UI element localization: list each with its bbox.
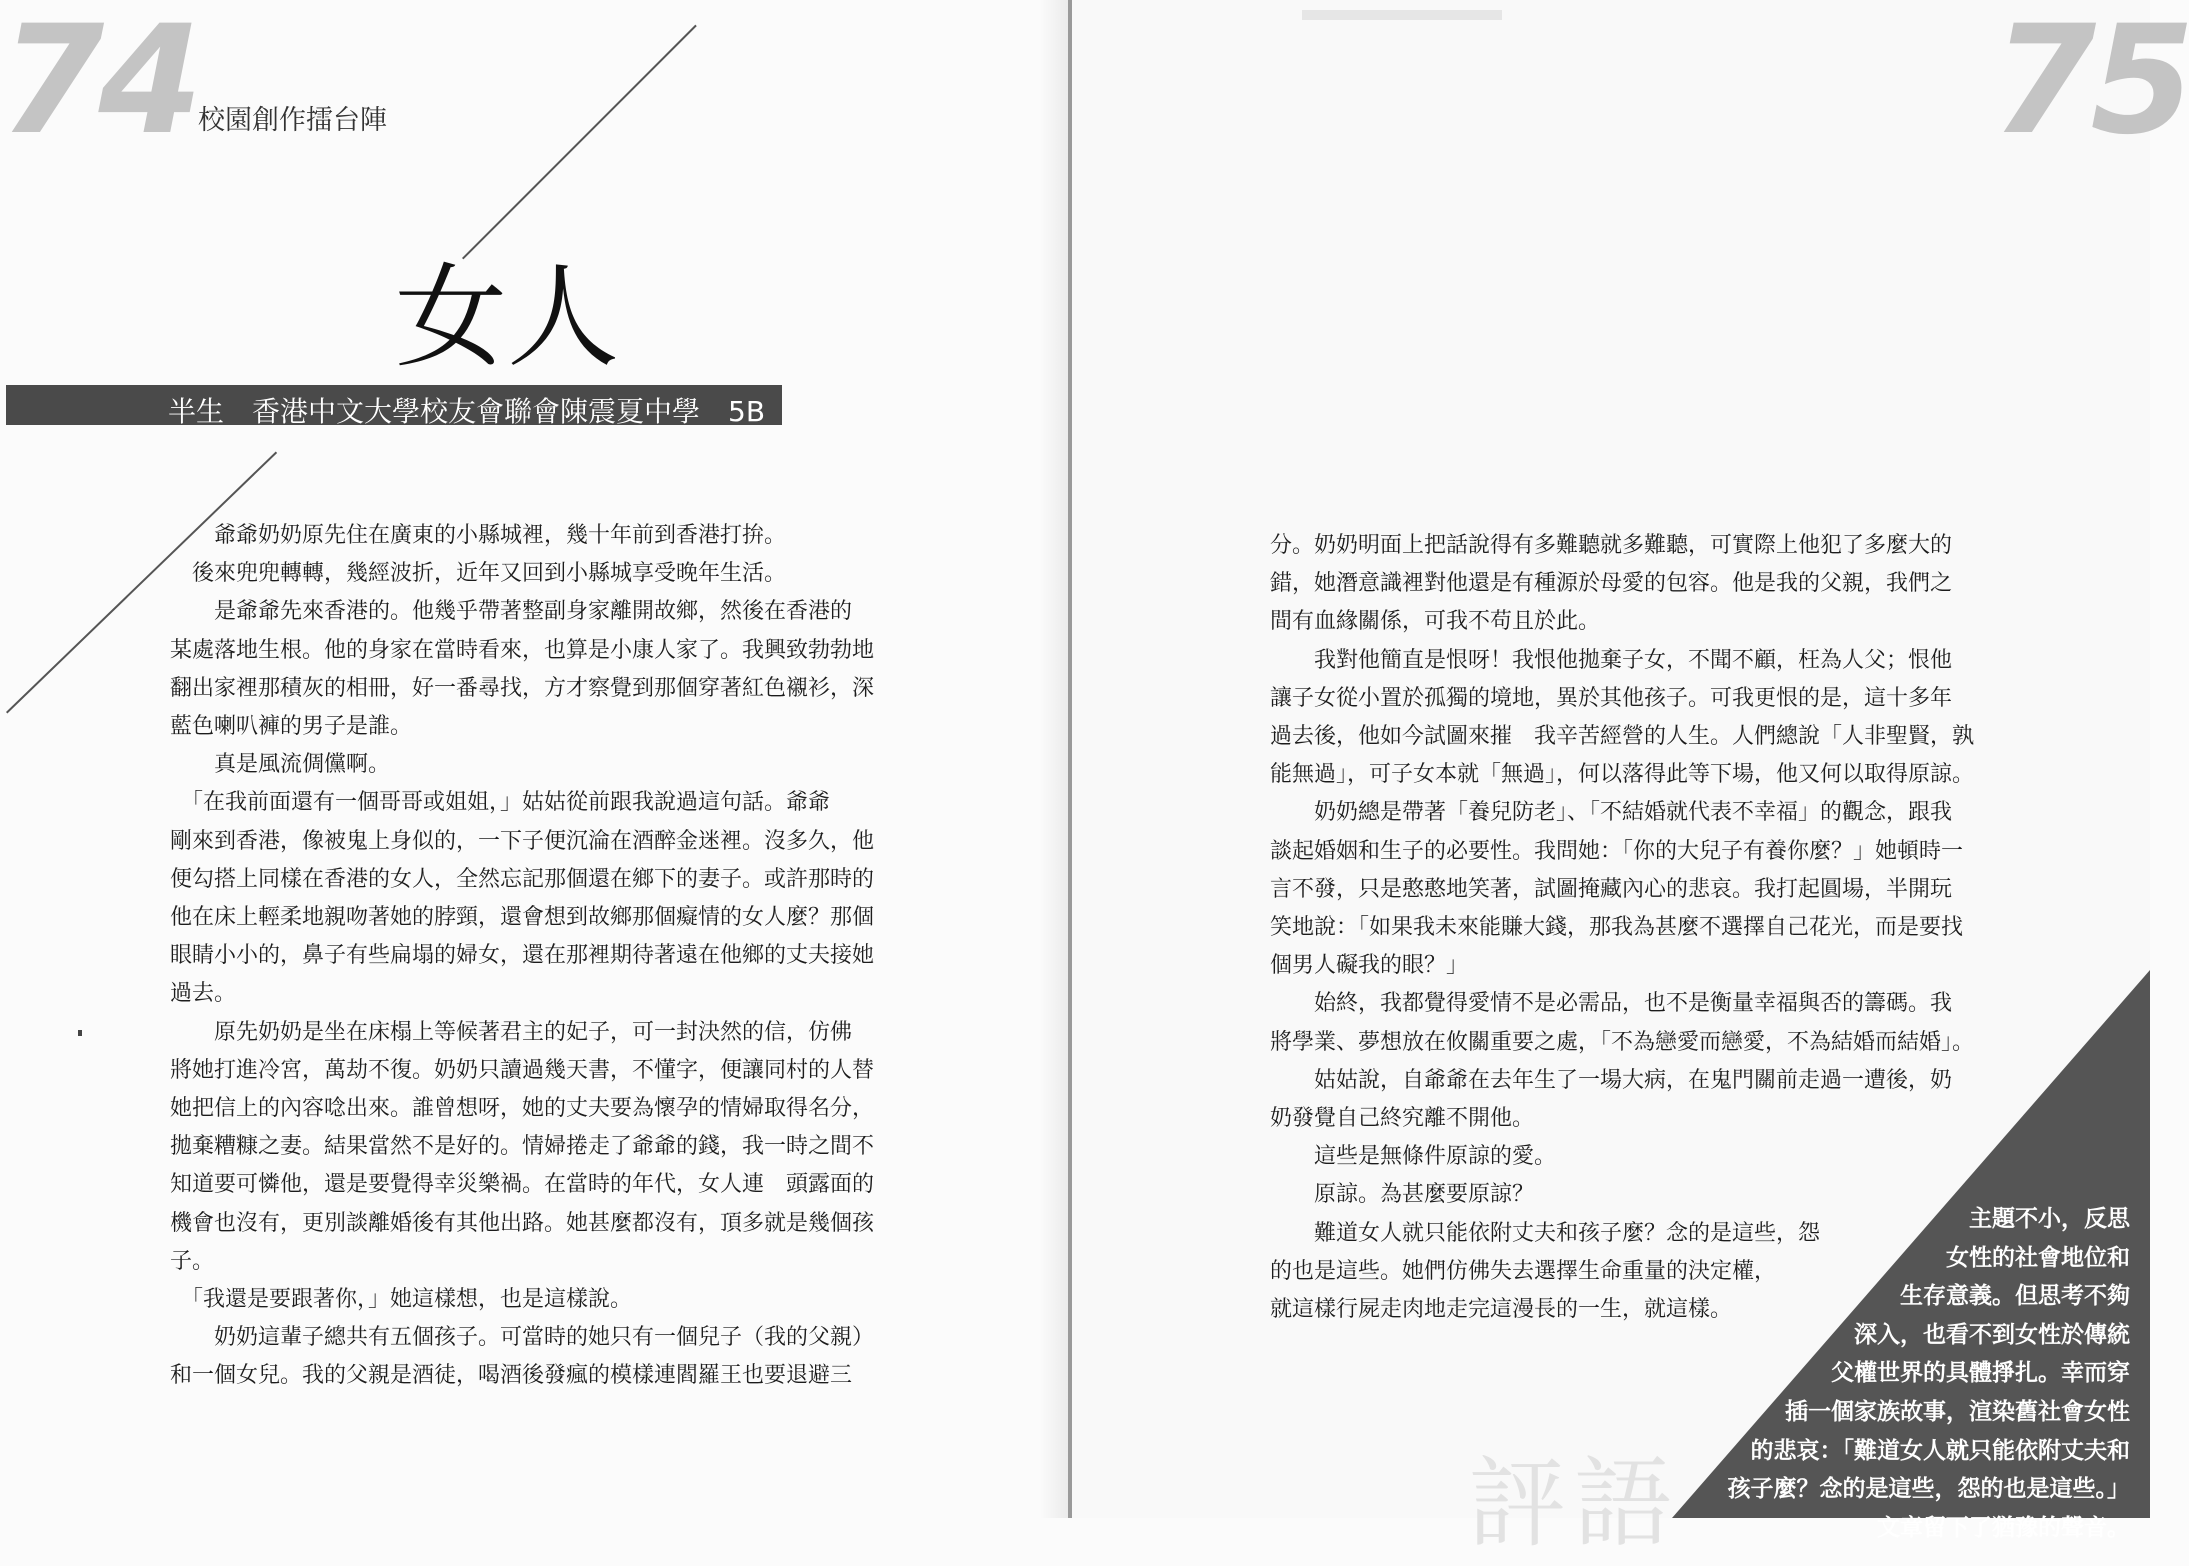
comment-line: 孩子麼？念的是這些，怨的也是這些。」 [1727,1476,2130,1503]
body-line: 機會也沒有，更別談離婚後有其他出路。她甚麼都沒有，頂多就是幾個孩 [170,1210,875,1236]
author-byline: 半生 香港中文大學校友會聯會陳震夏中學 5B [168,395,766,428]
body-line: 拋棄糟糠之妻。結果當然不是好的。情婦捲走了爺爺的錢，我一時之間不 [170,1134,875,1160]
comment-text [1670,1200,2130,1547]
comment-line: 父權世界的具體掙扎。幸而穿 [1831,1360,2130,1387]
body-line: 是爺爺先來香港的。他幾乎帶著整副身家離開故鄉，然後在香港的 [170,599,853,625]
body-line: 言不發，只是憨憨地笑著，試圖掩藏內心的悲哀。我打起圓場，半開玩 [1270,876,1953,902]
body-line: 錯，她潛意識裡對他還是有種源於母愛的包容。他是我的父親，我們之 [1270,571,1953,597]
bleed-through-shade [1302,10,1502,20]
body-line: 過去。 [170,981,237,1007]
body-line: 笑地說：「如果我未來能賺大錢，那我為甚麼不選擇自己花光，而是要找 [1270,915,1964,941]
body-line: 難道女人就只能依附丈夫和孩子麼？念的是這些，怨 [1270,1220,1821,1246]
body-line: 奶發覺自己終究離不開他。 [1270,1106,1535,1132]
body-line: 將她打進冷宮，萬劫不復。奶奶只讀過幾天書，不懂字，便讓同村的人替 [170,1057,875,1083]
body-line: 知道要可憐他，還是要覺得幸災樂禍。在當時的年代，女人連 頭露面的 [170,1172,875,1198]
comment-line: 文章留下了猶豫的聲音。 [1877,1514,2130,1541]
body-line: 過去後，他如今試圖來摧 我辛苦經營的人生。人們總說「人非聖賢，孰 [1270,724,1975,750]
body-line: 能無過」，可子女本就「無過」，何以落得此等下場，他又何以取得原諒。 [1270,762,1975,788]
body-line: 「我還是要跟著你，」她這樣想，也是這樣說。 [170,1287,633,1313]
body-line: 姑姑說，自爺爺在去年生了一場大病，在鬼門關前走過一遭後，奶 [1270,1067,1953,1093]
body-line: 奶奶總是帶著「養兒防老」、「不結婚就代表不幸福」的觀念，跟我 [1270,800,1953,826]
section-title: 校園創作擂台陣 [198,105,387,136]
body-line: 間有血緣關係，可我不苟且於此。 [1270,609,1601,635]
body-line: 原諒。為甚麼要原諒？ [1270,1182,1535,1208]
body-line: 他在床上輕柔地親吻著她的脖頸，還會想到故鄉那個癡情的女人麼？那個 [170,905,875,931]
body-line: 我對他簡直是恨呀！我恨他拋棄子女，不聞不顧，枉為人父；恨他 [1270,647,1953,673]
left-body-text [170,517,890,1396]
body-line: 爺爺奶奶原先住在廣東的小縣城裡，幾十年前到香港打拚。 [170,523,787,548]
body-line: 便勾搭上同樣在香港的女人，全然忘記那個還在鄉下的妻子。或許那時的 [170,866,875,892]
body-line: 後來兜兜轉轉，幾經波折，近年又回到小縣城享受晚年生活。 [170,561,787,587]
body-line: 讓子女從小置於孤獨的境地，異於其他孩子。可我更恨的是，這十多年 [1270,685,1953,711]
body-line: 個男人礙我的眼？」 [1270,953,1469,979]
gutter-shadow [1040,0,1070,1518]
left-page [0,0,1072,1518]
body-line: 「在我前面還有一個哥哥或姐姐，」姑姑從前跟我說過這句話。爺爺 [170,790,831,816]
scan-mark [78,1030,82,1036]
body-line: 分。奶奶明面上把話說得有多難聽就多難聽，可實際上他犯了多麼大的 [1270,533,1953,558]
comment-label: 評語 [1468,1447,1681,1561]
body-line: 翻出家裡那積灰的相冊，好一番尋找，方才察覺到那個穿著紅色襯衫，深 [170,675,875,701]
body-line: 原先奶奶是坐在床榻上等候著君主的妃子，可一封決然的信，仿佛 [170,1019,853,1045]
page-gutter [1068,0,1072,1518]
page-number-right: 75 [1992,0,2189,168]
comment-line: 的悲哀：「難道女人就只能依附丈夫和 [1750,1437,2130,1464]
page-number-left: 74 [0,0,197,168]
body-line: 眼睛小小的，鼻子有些扁塌的婦女，還在那裡期待著遠在他鄉的丈夫接她 [170,943,875,969]
body-line: 她把信上的內容唸出來。誰曾想呀，她的丈夫要為懷孕的情婦取得名分， [170,1096,875,1122]
body-line: 子。 [170,1248,215,1274]
decorative-diagonal-top [462,25,697,260]
comment-line: 女性的社會地位和 [1946,1244,2130,1271]
body-line: 的也是這些。她們仿佛失去選擇生命重量的決定權， [1270,1258,1777,1284]
body-line: 真是風流倜儻啊。 [170,752,391,778]
comment-line: 深入，也看不到女性於傳統 [1854,1321,2130,1348]
body-line: 這些是無條件原諒的愛。 [1270,1144,1557,1170]
body-line: 剛來到香港，像被鬼上身似的，一下子便沉淪在酒醉金迷裡。沒多久，他 [170,828,875,854]
comment-line: 插一個家族故事，渲染舊社會女性 [1785,1398,2130,1425]
body-line: 談起婚姻和生子的必要性。我問她：「你的大兒子有養你麼？」她頓時一 [1270,838,1964,864]
article-title: 女人 [395,253,619,383]
body-line: 和一個女兒。我的父親是酒徒，喝酒後發瘋的模樣連閻羅王也要退避三 [170,1363,853,1389]
body-line: 奶奶這輩子總共有五個孩子。可當時的她只有一個兒子（我的父親） [170,1325,875,1351]
comment-line: 生存意義。但思考不夠 [1900,1283,2130,1310]
body-line: 某處落地生根。他的身家在當時看來，也算是小康人家了。我興致勃勃地 [170,637,875,663]
body-line: 將學業、夢想放在攸關重要之處，「不為戀愛而戀愛，不為結婚而結婚」。 [1270,1029,1975,1055]
body-line: 始終，我都覺得愛情不是必需品，也不是衡量幸福與否的籌碼。我 [1270,991,1953,1017]
comment-line: 主題不小，反思 [1969,1206,2130,1232]
body-line: 就這樣行屍走肉地走完這漫長的一生，就這樣。 [1270,1297,1733,1323]
body-line: 藍色喇叭褲的男子是誰。 [170,714,413,740]
